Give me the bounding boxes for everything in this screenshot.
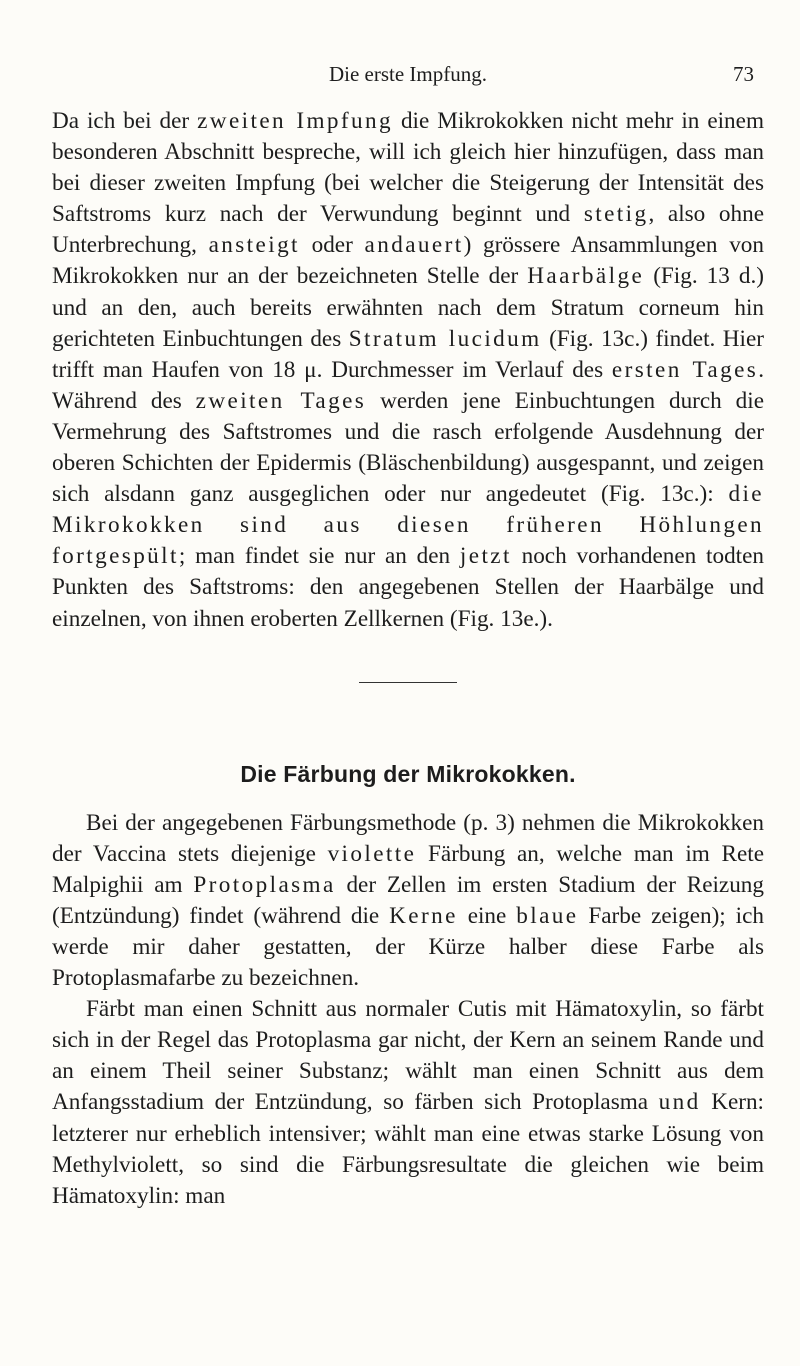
text-run: Bei der angegebenen Färbungsmethode (p. 3) nehmen die Mikrokokken der Vaccina stets diejenige [52,809,764,867]
text-run: die Mikrokokken nicht mehr in einem besonderen Abschnitt bespreche, will ich gleich hier hinzufügen, dass man bei dieser zweiten Impfung (bei welcher die Steigerung der Intensität des Saftstroms kurz nach der Verwundung beginnt und [52,108,764,228]
text-run: Kern: letzterer nur erheblich intensiver; wählt man eine etwas starke Lösung von Methylviolett, so sind die Färbungsresultate die gleichen wie beim Hämatoxylin: man [52,1089,765,1209]
spaced-emphasis: blaue [516,902,579,929]
text-run: noch vorhandenen todten Punkten des Saftstroms: den angegebenen Stellen der Haarbälge und einzelnen, von ihnen eroberten Zellkernen (Fig. 13e.). [52,543,764,632]
spaced-emphasis: andauert [364,232,464,259]
text-run: der Zellen im ersten Stadium der Reizung (Entzündung) findet (während die [52,871,764,929]
spaced-emphasis: zweiten Impfung [197,108,394,134]
text-run: ) grössere Ansammlungen von Mikrokokken nur an der bezeichneten Stelle der [52,232,764,290]
text-run: oder [299,232,365,259]
book-page [52,62,764,1212]
spaced-emphasis: Kerne [389,902,458,929]
text-run: Farbe zeigen); ich werde mir daher gestatten, der Kürze halber diese Farbe als Protoplasmafarbe zu bezeichnen. [52,902,764,992]
spaced-emphasis: stetig [583,201,649,228]
spaced-emphasis: ansteigt [208,232,300,259]
spaced-emphasis: violette [327,840,417,867]
text-run: eine [457,902,517,929]
text-run: werden jene Einbuchtungen durch die Vermehrung des Saftstromes und die rasch erfolgende Ausdehnung der oberen Schichten der Epidermis (Bläschenbildung) ausgespannt, und zeigen sich alsdann ganz ausgeglichen oder nur angedeutet (Fig. 13c.): [52,387,764,508]
spaced-emphasis: die Mikrokokken sind aus diesen früheren Höhlungen fortgespült [52,481,764,570]
spaced-emphasis: Haarbälge [527,263,645,290]
spaced-emphasis: ersten Tages [611,356,759,383]
text-run: Färbt man einen Schnitt aus normaler Cutis mit Hämatoxylin, so färbt sich in der Regel das Protoplasma gar nicht, der Kern an seinem Rande und an einem Theil seiner Substanz; wählt man einen Schnitt aus dem Anfangsstadium der Entzündung, so färben sich Protoplasma [52,996,764,1116]
text-run: . Während des [52,356,765,414]
text-run: Färbung an, welche man im Rete Malpighii am [52,840,764,898]
text-run: (Fig. 13c.) findet. Hier trifft man Haufen von 18 μ. Durchmesser im Verlauf des [52,325,764,383]
section-heading: Die Färbung der Mikrokokken. [240,760,576,787]
text-run: , also ohne Unterbrechung, [52,201,764,259]
spaced-emphasis: Stratum lucidum [348,325,542,352]
text-run: (Fig. 13 d.) und an den, auch bereits erwähnten nach dem Stratum corneum hin gerichteten Einbuchtungen des [52,263,764,352]
spaced-emphasis: jetzt [459,543,512,570]
spaced-emphasis: zweiten Tages [195,387,367,414]
running-title: Die erste Impfung. [328,62,488,86]
text-run: Da ich bei der [52,108,198,134]
paragraph-faerbungsmethode [52,808,764,995]
spaced-emphasis: Protoplasma [193,871,336,898]
page-number: 73 [733,62,754,86]
paragraph-mikrokokken-zweite-impfung [52,106,764,635]
paragraph-haematoxylin [52,994,764,1212]
text-run: ; man findet sie nur an den [178,543,460,570]
running-head [52,62,764,92]
section-divider [359,682,457,683]
spaced-emphasis: und [658,1089,701,1116]
